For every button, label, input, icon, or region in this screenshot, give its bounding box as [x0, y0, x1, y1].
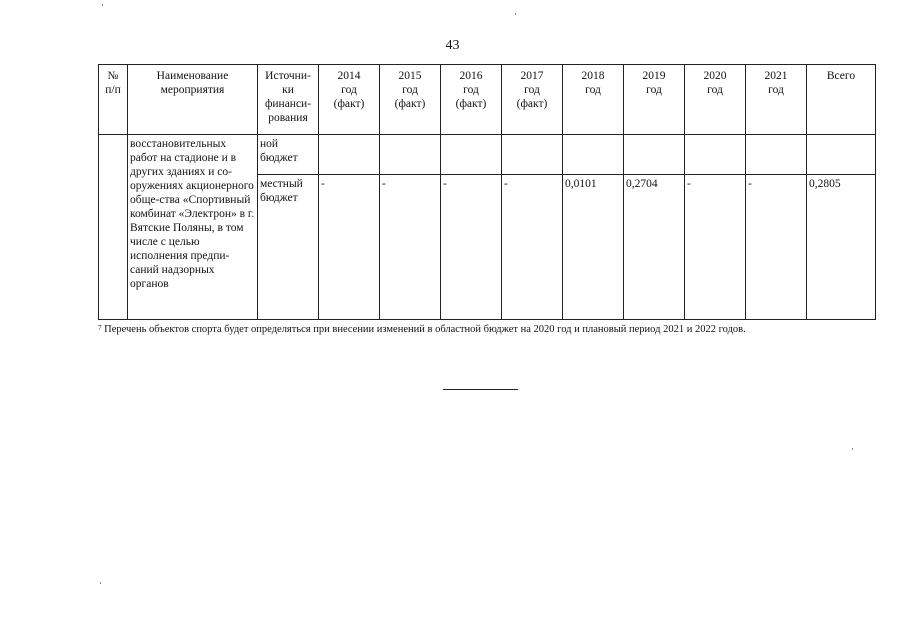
scan-speck: [100, 582, 101, 584]
table-row: [99, 135, 876, 175]
end-divider: [443, 389, 518, 390]
header-year-2016: 2016 год (факт): [441, 65, 502, 135]
value-cell: [319, 135, 380, 175]
measure-name-cell: восстановительных работ на стадионе и в других зданиях и со-оружениях акционерного обще-ства «Спортивный комбинат «Электрон» в г. Вятские Поляны, в том числе с целью исполнения предпи-саний надзорных органов: [128, 135, 258, 320]
value-cell: -: [319, 175, 380, 320]
header-measure-name: Наименование мероприятия: [128, 65, 258, 135]
header-number: № п/п: [99, 65, 128, 135]
header-row: [99, 65, 876, 135]
value-cell: -: [746, 175, 807, 320]
header-year-2019: 2019 год: [624, 65, 685, 135]
funding-source-cell: ной бюджет: [258, 135, 319, 175]
header-year-2021: 2021 год: [746, 65, 807, 135]
header-year-2015: 2015 год (факт): [380, 65, 441, 135]
value-cell: -: [685, 175, 746, 320]
footnote: [98, 324, 898, 335]
value-cell: -: [380, 175, 441, 320]
total-cell: 0,2805: [807, 175, 876, 320]
scan-speck: [515, 13, 516, 15]
total-cell: [807, 135, 876, 175]
value-cell: -: [441, 175, 502, 320]
header-total: Всего: [807, 65, 876, 135]
header-year-2014: 2014 год (факт): [319, 65, 380, 135]
value-cell: [380, 135, 441, 175]
scan-speck: [102, 4, 103, 6]
header-year-2020: 2020 год: [685, 65, 746, 135]
funding-source-cell: местный бюджет: [258, 175, 319, 320]
value-cell: 0,0101: [563, 175, 624, 320]
page-number: 43: [445, 38, 460, 53]
value-cell: [502, 135, 563, 175]
scan-speck: [852, 448, 853, 450]
header-year-2018: 2018 год: [563, 65, 624, 135]
footnote-marker: 7: [98, 324, 102, 332]
value-cell: [563, 135, 624, 175]
value-cell: [685, 135, 746, 175]
value-cell: 0,2704: [624, 175, 685, 320]
footnote-text: Перечень объектов спорта будет определяться при внесении изменений в областной бюджет на 2020 год и плановый период 2021 и 2022 годов.: [104, 324, 746, 335]
row-number-cell: [99, 135, 128, 320]
funding-table: [98, 64, 876, 320]
value-cell: [624, 135, 685, 175]
value-cell: [746, 135, 807, 175]
value-cell: -: [502, 175, 563, 320]
value-cell: [441, 135, 502, 175]
header-funding-source: Источни- ки финанси- рования: [258, 65, 319, 135]
header-year-2017: 2017 год (факт): [502, 65, 563, 135]
